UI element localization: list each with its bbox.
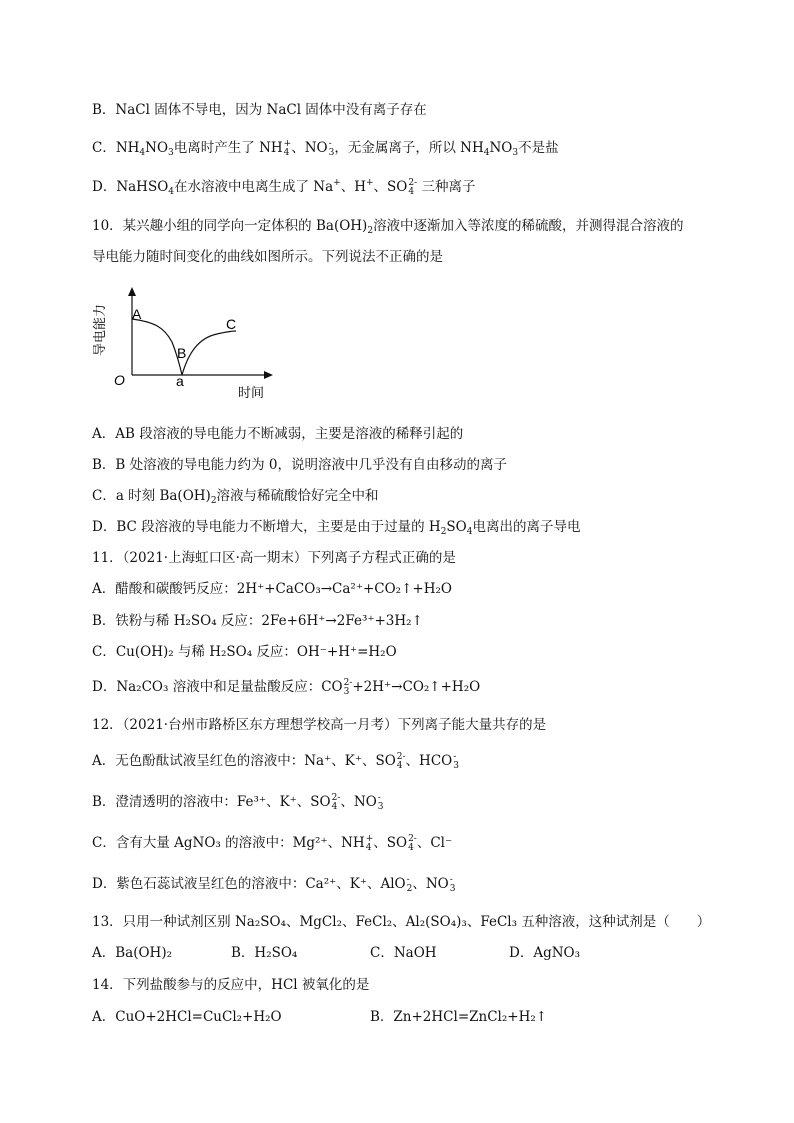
- q12-option-b: [92, 793, 384, 812]
- sub: 3: [512, 148, 519, 158]
- q11-option-c: C．Cu(OH)₂ 与稀 H₂SO₄ 反应：OH⁻+H⁺=H₂O: [92, 644, 397, 660]
- point-c-label: C: [226, 316, 237, 332]
- q11-option-a: A．醋酸和碳酸钙反应：2H⁺+CaCO₃→Ca²⁺+CO₂↑+H₂O: [92, 581, 452, 597]
- q10-d-c: 电离出的离子导电: [472, 519, 581, 535]
- q9-c-part4: ，无金属离子，所以 NH: [334, 140, 484, 156]
- ion-script: - 3: [449, 874, 456, 894]
- sub: 2: [440, 527, 447, 537]
- y-axis-arrow: [128, 287, 136, 296]
- x-axis-arrow: [264, 371, 273, 379]
- q9-option-c: C．$NH_4NO_3$电离时产生了 NH + 4 、NO - 3 ，无金属离子，所以 $NH_4NO_3$不是盐: [92, 138, 559, 158]
- q12-b-1: B．澄清透明的溶液中：Fe³⁺、K⁺、SO: [92, 794, 331, 810]
- q9-d-part4: 、SO: [373, 179, 408, 195]
- ion-script: - 3: [453, 751, 459, 771]
- q9-option-b: B．NaCl 固体不导电，因为 NaCl 固体中没有离子存在: [92, 102, 427, 118]
- ion-script: - 3: [328, 138, 335, 158]
- q11-option-b: B．铁粉与稀 H₂SO₄ 反应：2Fe+6H⁺→2Fe³⁺+3H₂↑: [92, 613, 423, 629]
- sub: 4: [466, 527, 473, 537]
- ion-script: + 4: [283, 138, 292, 158]
- ion-script: 2- 4: [408, 833, 417, 853]
- q14-option-a: A．CuO+2HCl=CuCl₂+H₂O: [92, 1009, 282, 1025]
- sup: +: [333, 178, 341, 188]
- ion-script: - 3: [377, 792, 384, 812]
- q9-c-part6: 不是盐: [518, 140, 559, 156]
- q9-option-d: [92, 178, 475, 197]
- q10-option-d: [92, 518, 580, 536]
- q9-c-part1: C．NH: [92, 140, 140, 156]
- q12-a-1: A．无色酚酞试液呈红色的溶液中：Na⁺、K⁺、SO: [92, 753, 396, 769]
- q9-d-part2: 在水溶液中电离生成了 Na: [174, 179, 334, 195]
- q12-stem: 12．（2021·台州市路桥区东方理想学校高一月考）下列离子能大量共存的是: [92, 717, 547, 733]
- q9-d-part3: 、H: [340, 179, 366, 195]
- q12-b-2: 、NO: [340, 794, 377, 810]
- q11-stem: 11．（2021·上海虹口区·高一期末）下列离子方程式正确的是: [92, 550, 456, 566]
- q10-stem-line1: [92, 217, 684, 235]
- q13-option-d: D．AgNO₃: [509, 945, 581, 961]
- q12-option-d: [92, 875, 455, 894]
- q10-option-a: A．AB 段溶液的导电能力不断减弱，主要是溶液的稀释引起的: [92, 426, 464, 442]
- sub: 2: [367, 226, 374, 236]
- q12-c-3: 、Cl⁻: [416, 835, 453, 851]
- q9-c-part5: NO: [489, 140, 513, 156]
- ion-script: 2- 4: [396, 751, 406, 771]
- q9-c-part2: NO: [145, 140, 169, 156]
- q9-c-part3: 电离时产生了 NH: [173, 140, 283, 156]
- q10-option-c: [92, 487, 379, 505]
- sub: 4: [168, 187, 175, 197]
- q11-d-a: D．Na₂CO₃ 溶液中和足量盐酸反应：CO: [92, 679, 343, 695]
- q12-d-2: 、NO: [412, 876, 449, 892]
- sub: 4: [139, 148, 146, 158]
- q10-c-a: C．a 时刻 Ba(OH): [92, 488, 211, 504]
- sub: 3: [168, 148, 174, 158]
- ion-script: - 2: [406, 874, 413, 894]
- q10-stem-line2: 导电能力随时间变化的曲线如图所示。下列说法不正确的是: [92, 249, 443, 265]
- origin-label: O: [114, 372, 125, 388]
- conductivity-graph: [92, 282, 282, 402]
- q9-d-part5: 三种离子: [421, 179, 476, 195]
- ion-script: 2- 4: [408, 177, 418, 197]
- q11-option-d: [92, 678, 480, 697]
- x-axis-label: 时间: [238, 385, 265, 400]
- q10-d-a: D．BC 段溶液的导电能力不断增大，主要是由于过量的 H: [92, 519, 441, 535]
- y-axis-label: 导电能力: [92, 304, 107, 357]
- q10-d-b: SO: [446, 519, 467, 535]
- q13-option-c: C．NaOH: [370, 945, 437, 961]
- q14-stem: 14．下列盐酸参与的反应中，HCl 被氧化的是: [92, 977, 370, 993]
- ion-script: + 4: [365, 833, 374, 853]
- sub: 2: [210, 496, 217, 506]
- q9-d-part1: D．NaHSO: [92, 179, 169, 195]
- q13-option-b: B．H₂SO₄: [231, 945, 298, 961]
- q13-stem: 13．只用一种试剂区别 Na₂SO₄、MgCl₂、FeCl₂、Al₂(SO₄)₃、FeCl₃ 五种溶液，这种试剂是（ ）: [92, 914, 711, 930]
- point-b-label: B: [177, 345, 187, 361]
- time-a-label: a: [176, 373, 184, 389]
- q12-option-a: [92, 752, 459, 771]
- q10-option-b: B．B 处溶液的导电能力约为 0，说明溶液中几乎没有自由移动的离子: [92, 457, 508, 473]
- q10-c-b: 溶液与稀硫酸恰好完全中和: [216, 488, 379, 504]
- point-a-label: A: [132, 306, 142, 322]
- q14-option-b: B．Zn+2HCl=ZnCl₂+H₂↑: [370, 1009, 548, 1025]
- q13-option-a: A．Ba(OH)₂: [92, 945, 173, 961]
- q12-d-1: D．紫色石蕊试液呈红色的溶液中：Ca²⁺、K⁺、AlO: [92, 876, 406, 892]
- q12-a-2: 、HCO: [405, 753, 453, 769]
- sup: +: [366, 178, 374, 188]
- q10-stem-a: 10．某兴趣小组的同学向一定体积的 Ba(OH): [92, 218, 368, 234]
- q10-stem-b: 溶液中逐渐加入等浓度的稀硫酸，并测得混合溶液的: [373, 218, 684, 234]
- q12-c-1: C．含有大量 AgNO₃ 的溶液中：Mg²⁺、NH: [92, 835, 365, 851]
- q12-option-c: [92, 834, 452, 853]
- ion-script: 2- 4: [331, 792, 341, 812]
- q12-c-2: 、SO: [373, 835, 408, 851]
- ion-script: 2- 3: [343, 677, 353, 697]
- sub: 4: [483, 148, 490, 158]
- q11-d-b: +2H⁺→CO₂↑+H₂O: [352, 679, 481, 695]
